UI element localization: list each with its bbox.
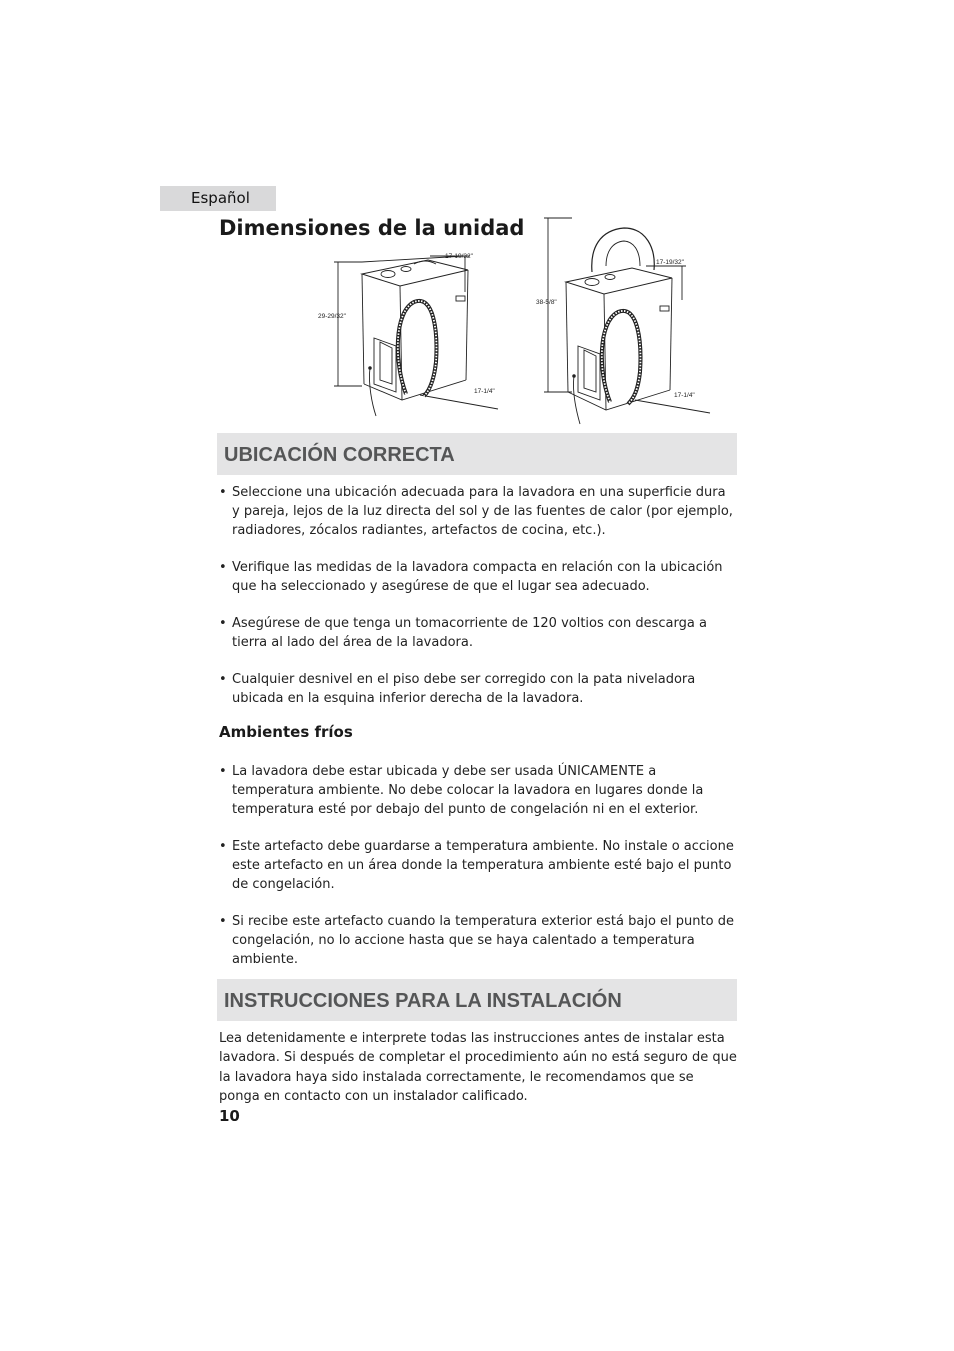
list-item: • Este artefacto debe guardarse a temperatura ambiente. No instale o accione este artefacto en un área donde la temperatura ambiente esté bajo el punto de congelación.: [219, 837, 737, 894]
list-item: • Verifique las medidas de la lavadora compacta en relación con la ubicación que ha seleccionado y asegúrese de que el lugar sea adecuado.: [219, 558, 737, 596]
list-item: • Si recibe este artefacto cuando la temperatura exterior está bajo el punto de congelación, no lo accione hasta que se haya calentado a temperatura ambiente.: [219, 912, 737, 969]
left-height-label: 29-29/32": [318, 313, 346, 320]
page-number: 10: [219, 1107, 240, 1125]
washer-dimensions-illustration: [310, 212, 730, 428]
subheading-ambientes: Ambientes fríos: [219, 723, 353, 741]
right-height-label: 38-5/8": [536, 299, 557, 306]
list-item: • Asegúrese de que tenga un tomacorriente de 120 voltios con descarga a tierra al lado del área de la lavadora.: [219, 614, 737, 652]
ubicacion-list: [219, 483, 737, 726]
list-item: • La lavadora debe estar ubicada y debe ser usada ÚNICAMENTE a temperatura ambiente. No debe colocar la lavadora en lugares donde la temperatura esté por debajo del punto de congelación ni en el exterior.: [219, 762, 737, 819]
section-heading-ubicacion: UBICACIÓN CORRECTA: [217, 433, 737, 475]
list-item: • Cualquier desnivel en el piso debe ser corregido con la pata niveladora ubicada en la esquina inferior derecha de la lavadora.: [219, 670, 737, 708]
right-depth-label: 17-19/32": [656, 259, 684, 266]
section-title-dimensions: Dimensiones de la unidad: [219, 216, 525, 240]
section-heading-instalacion: INSTRUCCIONES PARA LA INSTALACIÓN: [217, 979, 737, 1021]
left-width-label: 17-1/4": [474, 388, 495, 395]
right-width-label: 17-1/4": [674, 392, 695, 399]
language-tab: Español: [160, 186, 276, 211]
ambientes-list: [219, 762, 737, 987]
list-item: • Seleccione una ubicación adecuada para la lavadora en una superficie dura y pareja, lejos de la luz directa del sol y de las fuentes de calor (por ejemplo, radiadores, zócalos radiantes, artefactos de cocina, etc.).: [219, 483, 737, 540]
left-depth-label: 17-19/32": [445, 253, 473, 260]
instalacion-intro-paragraph: Lea detenidamente e interprete todas las instrucciones antes de instalar esta lavadora. Si después de completar el procedimiento aún no está seguro de que la lavadora haya sido instalada correctamente, le recomendamos que se ponga en contacto con un instalador calificado.: [219, 1031, 737, 1104]
